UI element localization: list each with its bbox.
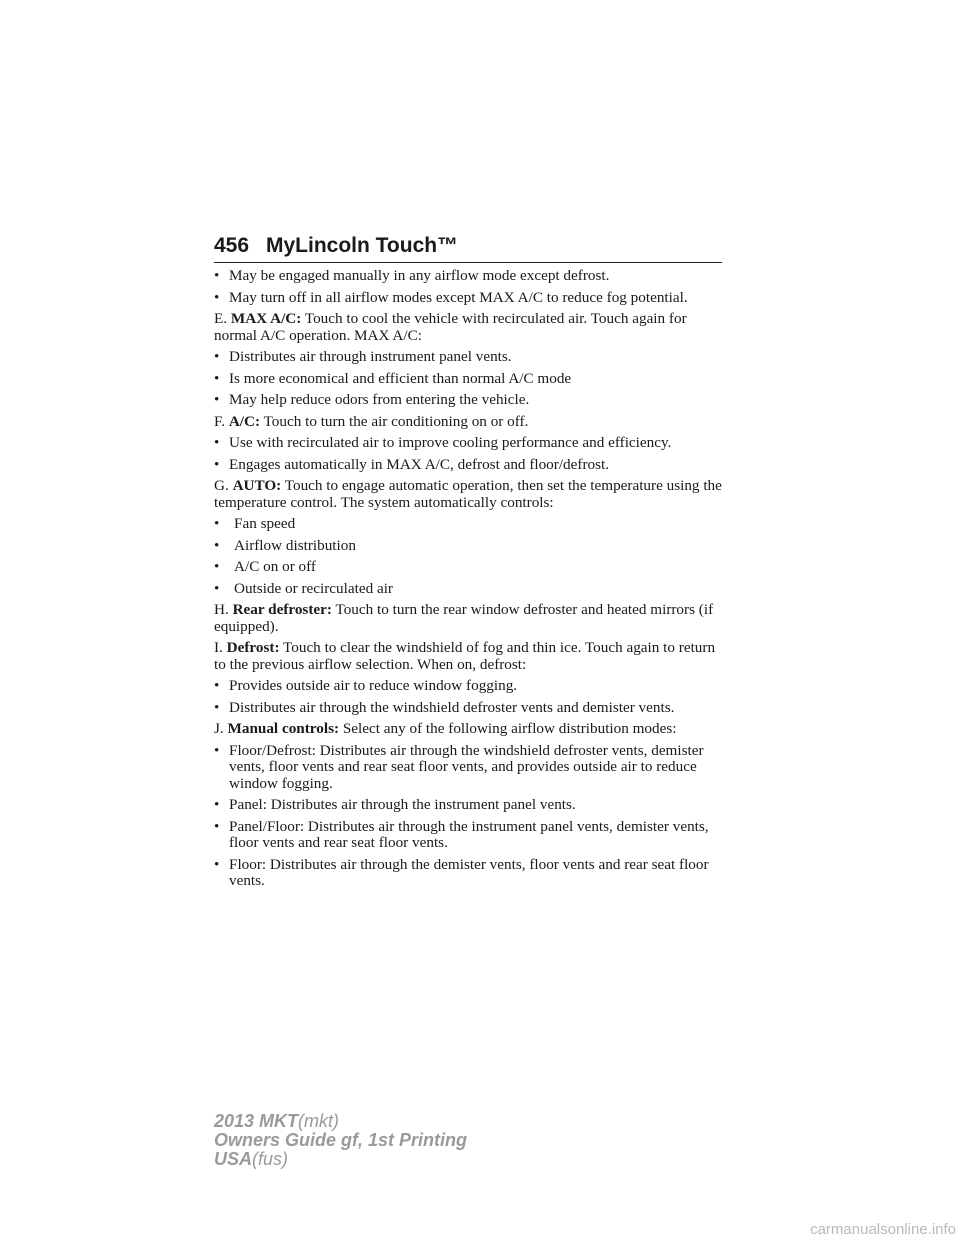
bullet-item — [214, 516, 724, 533]
item-letter: I. — [214, 639, 227, 656]
item-letter: E. — [214, 310, 231, 327]
bullet-item — [214, 457, 724, 474]
bullet-item — [214, 349, 724, 366]
bullet-icon: • — [214, 855, 220, 873]
footer-line-3: USA(fus) — [214, 1149, 289, 1169]
item-letter: H. — [214, 601, 233, 618]
bullet-icon: • — [214, 579, 220, 597]
item-letter: G. — [214, 477, 233, 494]
bullet-item — [214, 581, 724, 598]
bullet-text: Floor: Distributes air through the demister vents, floor vents and rear seat floor vents. — [229, 855, 709, 889]
bullet-icon: • — [214, 434, 220, 451]
bullet-item — [214, 857, 724, 890]
section-title: MyLincoln Touch™ — [266, 234, 459, 257]
bullet-text: Use with recirculated air to improve cooling performance and efficiency. — [229, 434, 672, 451]
bullet-text: Fan speed — [234, 515, 296, 532]
control-description — [214, 478, 724, 511]
bullet-icon: • — [214, 698, 220, 716]
bullet-icon: • — [214, 515, 220, 532]
footer-line-1: 2013 MKT(mkt) — [214, 1111, 340, 1131]
bullet-icon: • — [214, 536, 220, 554]
control-description — [214, 414, 724, 431]
bullet-icon: • — [214, 369, 220, 387]
bullet-text: May be engaged manually in any airflow mode except defrost. — [229, 267, 610, 284]
page-number: 456 — [214, 234, 250, 257]
item-letter: J. — [214, 720, 228, 737]
bullet-icon: • — [214, 558, 220, 575]
bullet-icon: • — [214, 348, 220, 365]
bullet-text: Is more economical and efficient than normal A/C mode — [229, 369, 572, 387]
bullet-text: Panel/Floor: Distributes air through the instrument panel vents, demister vents, floor vents and rear seat floor vents. — [229, 817, 709, 851]
bullet-text: Provides outside air to reduce window fogging. — [229, 677, 518, 694]
bullet-text: Distributes air through instrument panel vents. — [229, 348, 512, 365]
bullet-text: Airflow distribution — [234, 536, 356, 554]
bullet-icon: • — [214, 288, 220, 306]
bullet-icon: • — [214, 817, 220, 835]
control-description — [214, 721, 724, 738]
bullet-item — [214, 435, 724, 452]
control-text: Touch to engage automatic operation, then set the temperature using the temperature control. The system automatically controls: — [214, 477, 722, 511]
bullet-item — [214, 743, 724, 793]
bullet-icon: • — [214, 741, 220, 759]
control-text: Touch to clear the windshield of fog and thin ice. Touch again to return to the previous airflow selection. When on, defrost: — [214, 639, 716, 673]
bullet-icon: • — [214, 677, 220, 694]
control-text: Touch to cool the vehicle with recirculated air. Touch again for normal A/C operation. MAX A/C: — [214, 310, 687, 344]
watermark: carmanualsonline.info — [810, 1221, 956, 1238]
print-footer — [214, 1112, 467, 1169]
bullet-text: A/C on or off — [234, 558, 316, 575]
control-label: A/C: — [228, 412, 261, 430]
control-label: Manual controls: — [227, 720, 340, 737]
bullet-icon: • — [214, 796, 220, 813]
bullet-text: May help reduce odors from entering the vehicle. — [229, 391, 530, 408]
control-label: Defrost: — [226, 639, 280, 656]
footer-line-2: Owners Guide gf, 1st Printing — [214, 1130, 468, 1150]
control-description — [214, 311, 724, 344]
bullet-icon: • — [214, 455, 220, 473]
bullet-text: May turn off in all airflow modes except MAX A/C to reduce fog potential. — [229, 288, 688, 306]
control-text: Select any of the following airflow distribution modes: — [339, 720, 677, 737]
bullet-item — [214, 797, 724, 814]
control-label: Rear defroster: — [232, 601, 332, 618]
bullet-item — [214, 700, 724, 717]
bullet-icon: • — [214, 267, 220, 284]
control-description — [214, 640, 724, 673]
bullet-item — [214, 678, 724, 695]
bullet-text: Panel: Distributes air through the instrument panel vents. — [229, 796, 576, 813]
bullet-item — [214, 290, 724, 307]
bullet-text: Outside or recirculated air — [234, 579, 393, 597]
page-header — [214, 232, 722, 263]
bullet-item — [214, 392, 724, 409]
control-text: Touch to turn the air conditioning on or off. — [260, 412, 529, 430]
item-letter: F. — [214, 412, 229, 430]
bullet-item — [214, 268, 724, 285]
bullet-text: Floor/Defrost: Distributes air through the windshield defroster vents, demister vents, floor vents and rear seat floor vents, and provides outside air to reduce window fogging. — [229, 741, 704, 792]
bullet-icon: • — [214, 391, 220, 408]
control-text: Touch to turn the rear window defroster and heated mirrors (if equipped). — [214, 601, 714, 635]
bullet-item — [214, 371, 724, 388]
control-description — [214, 602, 724, 635]
bullet-text: Distributes air through the windshield defroster vents and demister vents. — [229, 698, 675, 716]
control-label: MAX A/C: — [230, 310, 302, 327]
bullet-text: Engages automatically in MAX A/C, defrost and floor/defrost. — [229, 455, 610, 473]
bullet-item — [214, 819, 724, 852]
manual-body — [214, 268, 724, 895]
control-label: AUTO: — [232, 477, 282, 494]
bullet-item — [214, 538, 724, 555]
bullet-item — [214, 559, 724, 576]
